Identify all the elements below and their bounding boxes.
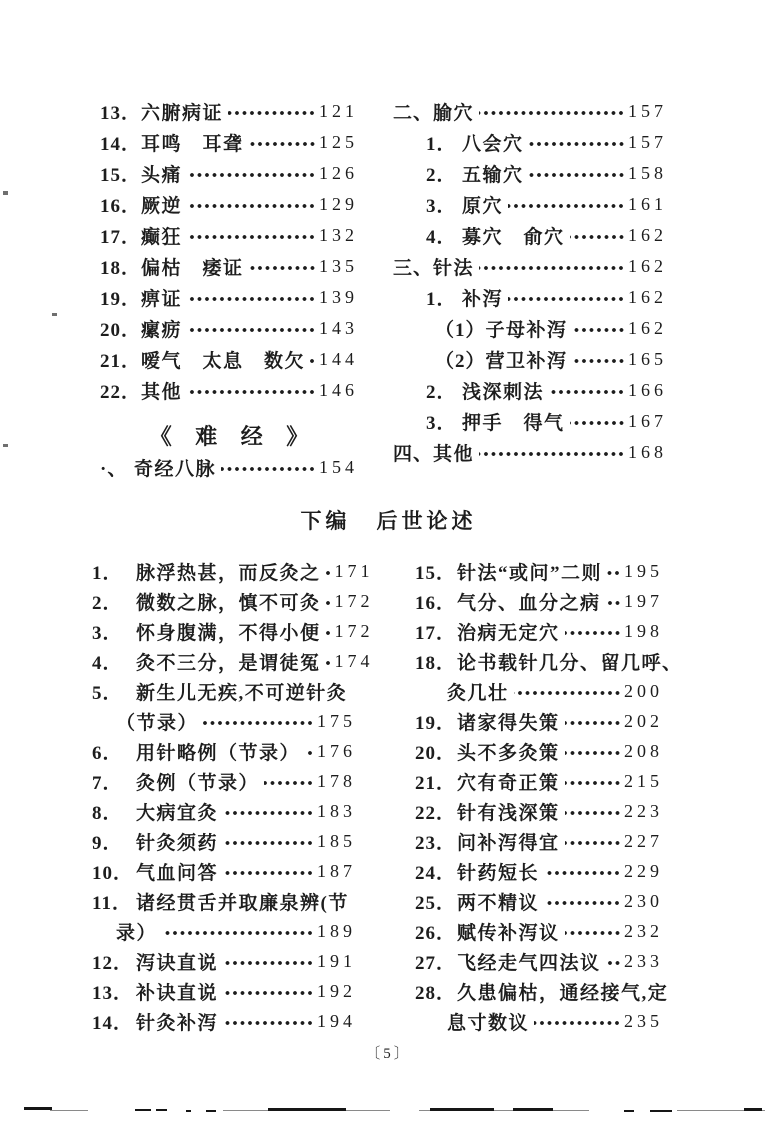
toc-entry-page: 230	[624, 890, 663, 911]
toc-entry-title: 腧穴	[433, 103, 475, 124]
toc-entry-title: 癫狂	[141, 227, 183, 248]
toc-entry-number: 15．	[415, 562, 457, 584]
toc-entry-page: 174	[334, 650, 374, 671]
toc-entry-number: 9．	[92, 832, 123, 854]
toc-entry-page: 171	[334, 560, 374, 581]
toc-entry	[100, 375, 358, 406]
toc-entry	[92, 856, 356, 886]
toc-entry-title: 补泻	[462, 289, 504, 310]
toc-entry-title: 大病宜灸	[136, 802, 219, 824]
dot-leader	[573, 326, 625, 335]
dot-leader	[162, 929, 314, 938]
dot-leader	[223, 839, 314, 848]
toc-entry-number: 18．	[415, 652, 457, 674]
toc-entry-page: 235	[624, 1010, 663, 1031]
toc-entry-page: 202	[624, 710, 663, 731]
toc-entry-page: 139	[319, 287, 358, 307]
toc-entry	[100, 158, 358, 189]
toc-entry	[415, 886, 663, 916]
toc-entry-page: 162	[628, 318, 667, 338]
toc-entry-title: 痹证	[141, 289, 183, 310]
toc-entry-number: 16．	[100, 196, 142, 217]
toc-entry	[393, 375, 667, 406]
section-heading-prefix: 下编	[300, 509, 351, 533]
toc-entry	[415, 736, 663, 766]
toc-entry-number: 19．	[100, 289, 142, 310]
toc-entry-page: 135	[319, 256, 358, 276]
nanjing-heading: 《 难 经 》	[149, 423, 318, 449]
toc-entry	[92, 976, 356, 1006]
toc-entry	[415, 976, 669, 1006]
toc-entry-page: 172	[334, 590, 374, 611]
toc-entry-number: （2）	[435, 351, 486, 372]
toc-entry-number: 2．	[92, 592, 123, 614]
toc-entry-title: 营卫补泻	[485, 351, 568, 372]
dot-leader	[264, 779, 314, 788]
dot-leader	[187, 233, 316, 242]
toc-entry-title: 耳鸣 耳聋	[141, 134, 244, 155]
dot-leader	[223, 1019, 314, 1028]
toc-entry-title: 针法“或问”二则	[457, 562, 603, 584]
dot-leader	[565, 629, 621, 638]
dot-leader	[187, 295, 316, 304]
toc-entry-number: 12．	[92, 952, 134, 974]
dot-leader	[565, 719, 621, 728]
toc-entry-page: 227	[624, 830, 663, 851]
toc-column-top-right	[393, 96, 667, 468]
toc-entry-page: 126	[319, 163, 358, 183]
scan-artifact	[156, 1109, 167, 1111]
dot-leader	[544, 869, 621, 878]
toc-entry	[393, 406, 667, 437]
toc-entry-page: 195	[624, 560, 663, 581]
toc-entry-number: 11．	[92, 892, 132, 914]
dot-leader	[326, 599, 332, 608]
toc-entry	[393, 313, 667, 344]
toc-entry-page: 215	[624, 770, 663, 791]
dot-leader	[688, 659, 694, 668]
dot-leader	[249, 264, 316, 273]
toc-entry-page: 223	[624, 800, 663, 821]
toc-entry	[92, 646, 374, 676]
dot-leader	[508, 202, 625, 211]
toc-entry-title: 补诀直说	[136, 982, 219, 1004]
toc-column-top-left	[100, 96, 358, 483]
toc-entry	[393, 344, 667, 375]
toc-entry-title: 厥逆	[141, 196, 183, 217]
scan-artifact	[206, 1110, 216, 1112]
toc-entry-number: 1．	[426, 289, 457, 310]
toc-entry	[415, 946, 663, 976]
toc-entry-page: 200	[624, 680, 663, 701]
toc-entry-title: 瘰疬	[141, 320, 183, 341]
dot-leader	[479, 264, 625, 273]
toc-entry-number: 23．	[415, 832, 457, 854]
toc-entry	[393, 96, 667, 127]
toc-entry-page: 232	[624, 920, 663, 941]
toc-entry-title: 治病无定穴	[457, 622, 560, 644]
scan-artifact	[650, 1110, 672, 1112]
toc-entry	[92, 556, 374, 586]
dot-leader	[514, 689, 621, 698]
toc-entry	[92, 616, 374, 646]
toc-entry	[100, 344, 358, 375]
toc-entry-title: 五输穴	[462, 165, 524, 186]
toc-entry-number: 3．	[92, 622, 123, 644]
toc-entry-number: 14．	[100, 134, 142, 155]
scan-artifact	[624, 1110, 634, 1112]
toc-entry	[393, 158, 667, 189]
toc-entry	[92, 886, 356, 916]
toc-entry-page: 233	[624, 950, 663, 971]
toc-entry-page: 161	[628, 194, 667, 214]
toc-entry-title: 脉浮热甚，而反灸之	[136, 562, 321, 584]
toc-entry-page: 146	[319, 380, 358, 400]
toc-entry-number: 15．	[100, 165, 142, 186]
toc-entry-number: 18．	[100, 258, 142, 279]
toc-entry-number: 2．	[426, 165, 457, 186]
toc-entry	[393, 127, 667, 158]
toc-entry-number: 1．	[426, 134, 457, 155]
toc-entry-title: 问补泻得宜	[457, 832, 560, 854]
dot-leader	[187, 171, 316, 180]
toc-entry-page: 229	[624, 860, 663, 881]
toc-entry-page: 162	[628, 256, 667, 276]
toc-entry	[92, 826, 356, 856]
dot-leader	[310, 357, 316, 366]
toc-entry-number: 二、	[393, 103, 434, 124]
toc-entry	[100, 452, 358, 483]
dot-leader	[223, 989, 314, 998]
toc-entry	[92, 766, 356, 796]
dot-leader	[249, 140, 316, 149]
toc-entry-number: 2．	[426, 382, 457, 403]
dot-leader	[606, 959, 621, 968]
toc-entry	[415, 1006, 663, 1036]
toc-entry-title: 用针略例（节录）	[136, 742, 301, 764]
toc-entry	[415, 766, 663, 796]
dot-leader	[549, 388, 625, 397]
dot-leader	[565, 809, 621, 818]
toc-entry-page: 191	[317, 950, 356, 971]
dot-leader	[223, 959, 314, 968]
dot-leader	[565, 929, 621, 938]
toc-entry	[92, 736, 356, 766]
scan-artifact	[186, 1110, 191, 1112]
toc-entry-number: 21．	[100, 351, 142, 372]
section-heading-title: 后世论述	[376, 509, 477, 533]
toc-entry-page: 167	[628, 411, 667, 431]
dot-leader	[305, 749, 314, 758]
toc-entry-title: 浅深刺法	[462, 382, 545, 403]
toc-entry-title: 六腑病证	[141, 103, 224, 124]
toc-entry-page: 157	[628, 101, 667, 121]
toc-entry-number: 8．	[92, 802, 123, 824]
toc-entry-title: 其他	[141, 382, 183, 403]
toc-entry-title: 针灸须药	[136, 832, 219, 854]
toc-entry-page: 166	[628, 380, 667, 400]
toc-entry-title: 穴有奇正策	[457, 772, 560, 794]
dot-leader	[223, 809, 314, 818]
toc-entry	[92, 586, 374, 616]
toc-entry-page: 144	[319, 349, 359, 369]
toc-entry-title: 针法	[433, 258, 475, 279]
toc-entry	[100, 127, 358, 158]
dot-leader	[544, 899, 621, 908]
dot-leader	[508, 295, 625, 304]
dot-leader	[228, 109, 316, 118]
toc-entry-title: 偏枯 痿证	[141, 258, 244, 279]
dot-leader	[354, 899, 360, 908]
toc-entry-number: 19．	[415, 712, 457, 734]
toc-entry-title: 原穴	[462, 196, 504, 217]
toc-entry-number: 6．	[92, 742, 123, 764]
toc-entry-title: 泻诀直说	[136, 952, 219, 974]
toc-entry-page: 176	[317, 740, 356, 761]
dot-leader	[673, 989, 679, 998]
toc-entry-page: 185	[317, 830, 356, 851]
toc-entry-number: 7．	[92, 772, 123, 794]
toc-entry-title: 灸几壮	[447, 682, 509, 704]
toc-entry-number: ·、	[100, 459, 128, 480]
dot-leader	[326, 659, 332, 668]
scan-artifact	[513, 1108, 553, 1111]
toc-entry-page: 121	[319, 101, 358, 121]
toc-entry-title: （节录）	[116, 712, 199, 734]
toc-entry-title: 嗳气 太息 数欠	[141, 351, 306, 372]
toc-entry-page: 143	[319, 318, 358, 338]
scan-speck	[3, 191, 8, 195]
toc-entry-number: 14．	[92, 1012, 134, 1034]
dot-leader	[187, 326, 316, 335]
dot-leader	[352, 689, 358, 698]
toc-entry	[100, 313, 358, 344]
toc-entry-title: 募穴 俞穴	[462, 227, 565, 248]
toc-entry-title: 两不精议	[457, 892, 540, 914]
toc-entry-page: 165	[628, 349, 667, 369]
toc-entry-title: 诸经贯舌并取廉泉辨(节	[136, 892, 349, 914]
toc-entry	[415, 646, 683, 676]
toc-entry-page: 154	[319, 457, 358, 477]
toc-entry	[415, 826, 663, 856]
toc-entry-number: 4．	[426, 227, 457, 248]
toc-entry-page: 175	[317, 710, 356, 731]
toc-entry-number: 三、	[393, 258, 434, 279]
toc-entry-title: 头不多灸策	[457, 742, 560, 764]
dot-leader	[479, 109, 625, 118]
toc-entry	[393, 220, 667, 251]
toc-entry-number: 13．	[100, 103, 142, 124]
toc-entry-title: 论书载针几分、留几呼、	[457, 652, 683, 674]
toc-entry-page: 162	[628, 225, 667, 245]
toc-entry-title: 八会穴	[462, 134, 524, 155]
toc-entry-number: 17．	[100, 227, 142, 248]
toc-entry	[100, 220, 358, 251]
toc-entry-number: 28．	[415, 982, 457, 1004]
toc-entry-number: （1）	[435, 320, 486, 341]
toc-entry	[393, 282, 667, 313]
toc-entry-number: 10．	[92, 862, 134, 884]
toc-entry-page: 158	[628, 163, 667, 183]
toc-entry-title: 气分、血分之病	[457, 592, 601, 614]
dot-leader	[479, 450, 625, 459]
toc-entry	[415, 856, 663, 886]
toc-entry-number: 4．	[92, 652, 123, 674]
scan-artifact	[430, 1108, 494, 1111]
toc-entry-number: 26．	[415, 922, 457, 944]
toc-entry-title: 头痛	[141, 165, 183, 186]
section-heading	[0, 503, 777, 537]
toc-column-bottom-right	[415, 556, 683, 1036]
dot-leader	[187, 388, 316, 397]
toc-entry-number: 24．	[415, 862, 457, 884]
toc-entry-page: 183	[317, 800, 356, 821]
toc-entry	[415, 676, 663, 706]
toc-entry	[393, 251, 667, 282]
toc-entry-title: 针灸补泻	[136, 1012, 219, 1034]
toc-entry-number: 1．	[92, 562, 123, 584]
dot-leader	[607, 569, 621, 578]
toc-entry-page: 197	[624, 590, 663, 611]
toc-entry-title: 赋传补泻议	[457, 922, 560, 944]
toc-entry-number: 3．	[426, 413, 457, 434]
toc-entry	[92, 796, 356, 826]
scan-artifact	[135, 1109, 151, 1111]
toc-entry-page: 129	[319, 194, 358, 214]
dot-leader	[187, 202, 316, 211]
toc-entry-number: 27．	[415, 952, 457, 974]
toc-entry	[92, 676, 356, 706]
scan-artifact	[50, 1110, 88, 1111]
toc-entry	[415, 586, 663, 616]
toc-list-top-left	[100, 96, 358, 406]
toc-entry-number: 3．	[426, 196, 457, 217]
toc-entry-title: 息寸数议	[447, 1012, 530, 1034]
toc-list-top-left-tail	[100, 452, 358, 483]
scan-artifact	[744, 1108, 762, 1111]
toc-entry-page: 208	[624, 740, 663, 761]
dot-leader	[573, 357, 625, 366]
toc-entry	[100, 189, 358, 220]
toc-entry-number: 22．	[100, 382, 142, 403]
toc-entry-title: 飞经走气四法议	[457, 952, 601, 974]
scan-artifact	[268, 1108, 346, 1111]
toc-entry-page: 125	[319, 132, 358, 152]
dot-leader	[326, 629, 332, 638]
dot-leader	[223, 869, 314, 878]
toc-entry	[393, 437, 667, 468]
scan-artifact	[24, 1107, 52, 1110]
toc-entry	[415, 616, 663, 646]
toc-entry-title: 其他	[433, 444, 475, 465]
page-number: 〔5〕	[365, 1046, 412, 1062]
toc-entry	[92, 946, 356, 976]
dot-leader	[606, 599, 621, 608]
toc-entry-title: 新生儿无疾,不可逆针灸	[136, 682, 348, 704]
toc-entry	[415, 556, 663, 586]
dot-leader	[534, 1019, 621, 1028]
toc-entry-page: 168	[628, 442, 667, 462]
toc-entry-page: 157	[628, 132, 667, 152]
toc-entry-page: 178	[317, 770, 356, 791]
toc-entry-number: 四、	[393, 444, 434, 465]
dot-leader	[203, 719, 314, 728]
dot-leader	[326, 569, 332, 578]
toc-entry-title: 录）	[116, 922, 158, 944]
toc-entry-title: 押手 得气	[462, 413, 565, 434]
toc-entry	[100, 96, 358, 127]
toc-entry	[393, 189, 667, 220]
toc-entry-page: 198	[624, 620, 663, 641]
toc-entry-title: 针药短长	[457, 862, 540, 884]
toc-entry-page: 187	[317, 860, 356, 881]
toc-entry-title: 奇经八脉	[134, 459, 217, 480]
dot-leader	[529, 140, 625, 149]
dot-leader	[529, 171, 625, 180]
toc-entry-page: 189	[317, 920, 356, 941]
toc-entry-number: 5．	[92, 682, 123, 704]
toc-entry-title: 诸家得失策	[457, 712, 560, 734]
toc-entry-title: 针有浅深策	[457, 802, 560, 824]
scan-speck	[52, 313, 57, 316]
dot-leader	[565, 839, 621, 848]
toc-entry	[415, 916, 663, 946]
toc-entry-title: 子母补泻	[485, 320, 568, 341]
toc-entry	[92, 1006, 356, 1036]
toc-entry-title: 气血问答	[136, 862, 219, 884]
toc-entry-title: 灸不三分，是谓徒冤	[136, 652, 321, 674]
scan-speck	[3, 444, 8, 447]
toc-entry	[415, 796, 663, 826]
toc-entry-number: 25．	[415, 892, 457, 914]
toc-entry	[92, 706, 356, 736]
toc-entry-title: 微数之脉，慎不可灸	[136, 592, 321, 614]
toc-entry-title: 怀身腹满，不得小便	[136, 622, 321, 644]
toc-entry-number: 21．	[415, 772, 457, 794]
dot-leader	[570, 419, 625, 428]
toc-entry-number: 22．	[415, 802, 457, 824]
toc-entry-page: 172	[334, 620, 374, 641]
toc-entry-number: 20．	[415, 742, 457, 764]
toc-entry	[100, 282, 358, 313]
toc-entry-number: 20．	[100, 320, 142, 341]
dot-leader	[565, 749, 621, 758]
toc-entry-page: 132	[319, 225, 358, 245]
dot-leader	[570, 233, 625, 242]
toc-entry-page: 162	[628, 287, 667, 307]
toc-column-bottom-left	[92, 556, 374, 1036]
toc-entry-number: 17．	[415, 622, 457, 644]
dot-leader	[565, 779, 621, 788]
toc-entry-title: 灸例（节录）	[136, 772, 260, 794]
toc-entry	[415, 706, 663, 736]
toc-entry	[100, 251, 358, 282]
toc-entry-page: 192	[317, 980, 356, 1001]
dot-leader	[221, 465, 316, 474]
toc-entry-page: 194	[317, 1010, 356, 1031]
toc-entry-number: 16．	[415, 592, 457, 614]
toc-entry	[92, 916, 356, 946]
toc-entry-title: 久患偏枯，通经接气,定	[457, 982, 669, 1004]
toc-entry-number: 13．	[92, 982, 134, 1004]
